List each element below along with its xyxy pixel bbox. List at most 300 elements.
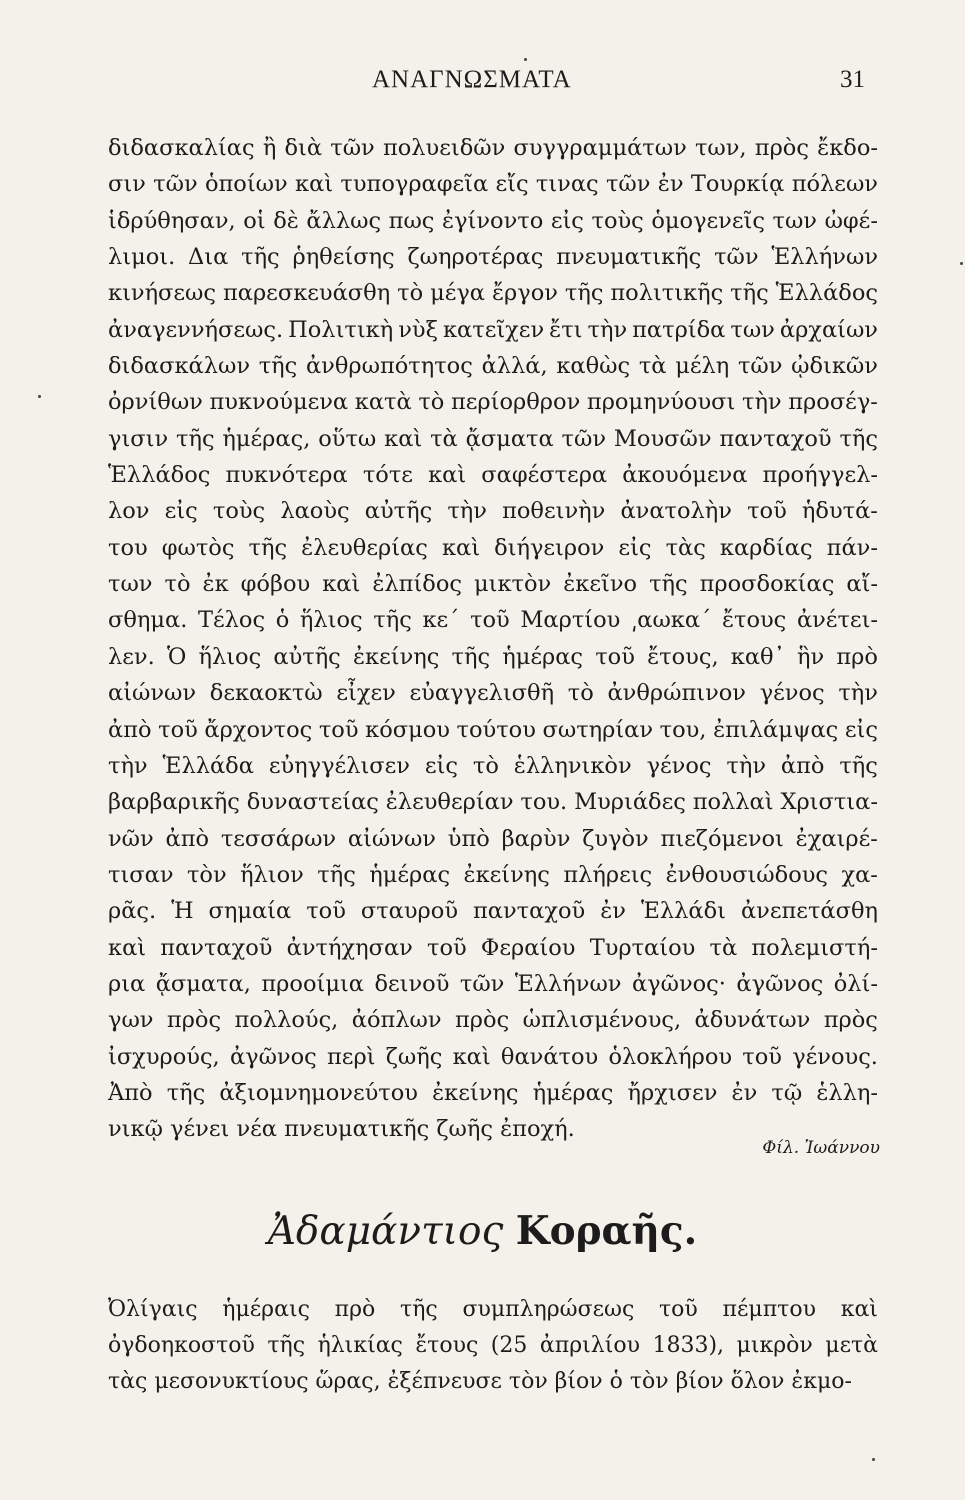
word: ὑπὸ: [447, 825, 490, 852]
word: τότε: [362, 462, 413, 489]
word: ρια: [108, 970, 146, 997]
word: τὰς: [665, 534, 706, 561]
word: τοῦ: [595, 643, 635, 670]
word: πανταχοῦ: [719, 425, 832, 452]
word: ἀπὸ: [780, 752, 825, 779]
word: Φεραίου: [480, 934, 576, 961]
text-line: [108, 493, 878, 529]
word: τῆς: [564, 280, 604, 307]
word: μικτὸν: [474, 571, 552, 598]
word: Ὁ: [166, 643, 187, 670]
text-line: [108, 1328, 878, 1364]
word: ἡλικίας: [317, 1333, 403, 1358]
word: πρὸς: [166, 1007, 222, 1034]
word: τὰ: [430, 425, 458, 452]
word: μικρὸν: [736, 1333, 813, 1358]
word: σωτηρίαν: [542, 716, 654, 743]
word: καὶ: [295, 171, 334, 198]
word: ἐκ: [202, 571, 229, 598]
word: προμηνύουσι: [586, 389, 736, 416]
word: ὠφέ-: [824, 207, 878, 234]
word: ἀνέτει-: [796, 607, 878, 634]
word: ἐν: [657, 171, 684, 198]
paragraph-main: [108, 130, 878, 1148]
word: τῶν: [330, 135, 375, 161]
word: δυναστείας: [246, 789, 379, 816]
word: ἀρχαίων: [779, 316, 878, 343]
word: ἐνθουσιώδους: [665, 861, 829, 888]
word: προσέγ-: [788, 389, 878, 416]
word: θανάτου: [500, 1043, 599, 1070]
word: των,: [694, 135, 747, 161]
text-line: [108, 348, 878, 384]
word: πρὸς: [823, 1007, 878, 1034]
word: δεκαοκτὼ: [209, 680, 323, 707]
word: βαρβαρικῆς: [108, 789, 240, 816]
word: τῆς: [400, 1297, 438, 1322]
word: ὀγδοηκοστοῦ: [108, 1333, 255, 1358]
word: αἰώνων: [347, 825, 436, 852]
word: προσδοκίας: [699, 571, 835, 598]
word: εἰς: [164, 498, 198, 525]
word: Ἑλλάδος: [108, 462, 211, 489]
word: ἀγῶνος: [736, 970, 824, 997]
word: τοῦ: [742, 1043, 782, 1070]
word: Πολιτικὴ: [288, 316, 394, 343]
word: ᾄσματα,: [155, 970, 251, 997]
word: ἐλπίδος: [372, 571, 462, 598]
word: καὶ: [840, 1297, 878, 1322]
word: οἱ: [243, 207, 266, 234]
text-line: [108, 239, 878, 275]
word: τὴν: [587, 316, 628, 343]
word: ἀπὸ: [165, 825, 210, 852]
word: πυκνούμενα: [209, 389, 349, 416]
word: τῆς: [839, 425, 878, 452]
section-title-surname: Κοραῆς.: [515, 1208, 698, 1254]
word: προοίμια: [261, 970, 364, 997]
word: ῥηθείσης: [292, 244, 395, 271]
word: εἰς: [844, 716, 878, 743]
word: γένος: [759, 680, 825, 707]
word: ἄρχοντος: [204, 716, 313, 743]
word: κινήσεως: [108, 280, 217, 307]
word: ὁ: [275, 607, 290, 634]
word: ἀνεπετάσθη: [740, 898, 878, 925]
word: τῶν: [737, 353, 783, 380]
word: ἀπριλίου: [539, 1333, 640, 1358]
word: πολυειδῶν: [382, 135, 506, 161]
word: ἀγῶνος: [229, 1043, 317, 1070]
word: ἣν: [797, 643, 825, 670]
word: τῆς: [317, 861, 356, 888]
word: καὶ: [441, 534, 481, 561]
word: Ἑλλάδα: [162, 752, 254, 779]
word: αὐτῆς: [364, 498, 433, 525]
word: τὰ: [638, 353, 667, 380]
word: ἔτους,: [647, 643, 719, 670]
word: ἔτους: [721, 607, 787, 634]
word: πως: [388, 207, 435, 234]
word: ἀκουόμενα: [622, 462, 748, 489]
text-line: [108, 1364, 878, 1400]
word: πυκνότερα: [225, 462, 348, 489]
text-line: [108, 930, 878, 966]
word: τοῦ: [470, 607, 510, 634]
word: ὀρνίθων: [108, 389, 203, 416]
word: δεινοῦ: [374, 970, 450, 997]
word: ὡπλισμένους,: [522, 1007, 682, 1034]
word: ἐγίνοντο: [442, 207, 544, 234]
word: λον: [108, 498, 150, 525]
word: εὐαγγελισθῆ: [409, 680, 555, 707]
word: τῶν: [459, 970, 505, 997]
word: ἐκεῖνο: [563, 571, 638, 598]
word: πολλαὶ: [692, 789, 774, 816]
page-number: 31: [840, 66, 865, 93]
word: ἐκείνης: [432, 1079, 519, 1106]
word: πέμπτου: [722, 1297, 816, 1322]
word: ἀπὸ: [108, 716, 152, 743]
word: τοῦ: [427, 934, 467, 961]
word: εὐηγγέλισεν: [268, 752, 410, 779]
word: ἀνατολὴν: [620, 498, 732, 525]
word: συγγραμμάτων: [513, 135, 687, 161]
word: τῆς: [451, 643, 491, 670]
word: Τυρταίου: [589, 934, 696, 961]
word: λιμοι.: [108, 244, 176, 271]
word: μέγα: [430, 280, 485, 307]
word: φωτὸς: [161, 534, 235, 561]
word: κατὰ: [354, 389, 412, 416]
word: ἀξιομνημονεύτου: [219, 1079, 418, 1106]
word: πανταχοῦ: [160, 934, 273, 961]
word: προήγγελ-: [762, 462, 878, 489]
word: ὁλοκλήρου: [608, 1043, 733, 1070]
word: πανταχοῦ: [473, 898, 586, 925]
word: ἐν: [600, 898, 626, 925]
word: τὸ: [164, 571, 191, 598]
word: συμπληρώσεως: [462, 1297, 635, 1322]
text-line: [108, 893, 878, 929]
section-title-name: Ἀδαμάντιος: [267, 1209, 504, 1254]
text-line: [108, 166, 878, 202]
word: τὸν: [186, 861, 227, 888]
text-line: [108, 1039, 878, 1075]
word: ἤρχισεν: [627, 1079, 718, 1106]
word: ᾠδικῶν: [791, 353, 878, 380]
text-line: [108, 457, 878, 493]
word: λεν.: [108, 643, 155, 670]
word: ἢ: [262, 135, 277, 161]
word: ἡμέρας: [532, 1079, 614, 1106]
word: Τουρκίᾳ: [690, 171, 785, 198]
word: τῆς: [248, 534, 288, 561]
word: τῶν: [714, 244, 759, 271]
word: τὴν: [447, 498, 487, 525]
word: ποθεινὴν: [502, 498, 606, 525]
word: τούτου: [456, 716, 536, 743]
word: Δια: [188, 244, 229, 271]
word: ἡμέρας,: [222, 425, 311, 452]
word: τινας: [535, 171, 599, 198]
word: ἑλλη-: [816, 1079, 878, 1106]
word: ἄλλως: [306, 207, 382, 234]
word: του.: [520, 789, 568, 816]
word: ὁποίων: [204, 171, 288, 198]
word: καὶ: [322, 571, 361, 598]
word: ζωηροτέρας: [407, 244, 544, 271]
word: χα-: [841, 861, 878, 888]
word: (25: [490, 1333, 528, 1358]
word: του: [108, 534, 148, 561]
word: τοὺς: [591, 207, 644, 234]
text-line: [108, 530, 878, 566]
word: Ἡ: [171, 898, 194, 925]
word: ἀνθρώπινον: [607, 680, 746, 707]
word: σημαία: [208, 898, 292, 925]
word: 1833),: [652, 1333, 725, 1358]
word: μετὰ: [825, 1333, 878, 1358]
word: τὴν: [742, 389, 782, 416]
text-line: [108, 312, 878, 348]
running-head: [0, 66, 965, 102]
word: τῆς: [166, 1079, 206, 1106]
word: τοῦ: [659, 1297, 698, 1322]
word: τὴν: [726, 752, 767, 779]
word: ἀνθρωπότητος: [305, 353, 473, 380]
word: ἔτους: [415, 1333, 479, 1358]
word: καθὼς: [556, 353, 631, 380]
text-line: [108, 384, 878, 420]
text-line: [108, 566, 878, 602]
text-line: [108, 748, 878, 784]
text-line: [108, 275, 878, 311]
word: τοῦ: [747, 498, 787, 525]
word: εἶχεν: [336, 680, 396, 707]
word: τὸ: [397, 280, 424, 307]
word: ἥλιον: [240, 861, 304, 888]
word: ἱδρύθησαν,: [108, 207, 236, 234]
word: πατρίδα: [632, 316, 726, 343]
word: ὁμογενεῖς: [651, 207, 765, 234]
print-speck: [872, 1458, 875, 1461]
author-signature: Φίλ. Ἰωάννου: [762, 1138, 880, 1158]
word: τῆς: [649, 571, 688, 598]
word: τῷ: [771, 1079, 803, 1106]
print-speck: [960, 262, 963, 265]
word: ἔκδο-: [817, 135, 878, 161]
word: καθ᾽: [730, 643, 785, 670]
word: ͵αωκα΄: [630, 607, 712, 634]
word: τοὺς: [212, 498, 266, 525]
word: καρδίας: [719, 534, 813, 561]
word: ἀντήχησαν: [286, 934, 413, 961]
word: ἐλευθερίας: [301, 534, 428, 561]
word: πρὸ: [334, 1297, 376, 1322]
text-line: [108, 1075, 878, 1111]
word: λαοὺς: [280, 498, 350, 525]
word: ἀναγεννήσεως.: [108, 316, 284, 343]
word: κατεῖχεν: [442, 316, 545, 343]
word: Ἑλλάδι: [640, 898, 726, 925]
word: καὶ: [108, 934, 147, 961]
word: διήγειρον: [494, 534, 605, 561]
word: αὐτῆς: [273, 643, 341, 670]
word: αἰώνων: [108, 680, 197, 707]
text-line: [108, 821, 878, 857]
word: Μαρτίου: [520, 607, 621, 634]
word: τῶν: [605, 171, 651, 198]
word: πολεμιστή-: [751, 934, 878, 961]
paragraph-korais: [108, 1292, 878, 1400]
word: γισιν: [108, 425, 169, 452]
word: τῆς: [730, 280, 769, 307]
word: ἡμέρας: [369, 861, 451, 888]
word: τῆς: [839, 752, 878, 779]
word: σιν: [108, 171, 146, 198]
text-line: [108, 966, 878, 1002]
word: διδασκαλίας: [108, 135, 255, 161]
word: διδασκάλων: [108, 353, 251, 380]
word: ἡδυτά-: [801, 498, 878, 525]
text-line-content: νικῷ γένει νέα πνευματικῆς ζωῆς ἐποχή.: [108, 1116, 575, 1143]
text-line: [108, 639, 878, 675]
text-line: [108, 1292, 878, 1328]
word: πνευματικῆς: [556, 244, 702, 271]
word: τὸ: [567, 680, 594, 707]
word: ἥλιος: [299, 607, 363, 634]
word: ἀγῶνος·: [631, 970, 726, 997]
word: Χριστια-: [780, 789, 878, 816]
word: ὀλί-: [833, 970, 878, 997]
text-line: [108, 203, 878, 239]
text-line: [108, 130, 878, 166]
word: Μυριάδες: [574, 789, 686, 816]
word: των: [108, 571, 153, 598]
word: Ἀπὸ: [108, 1079, 153, 1106]
text-line: [108, 712, 878, 748]
word: ἡμέρας: [502, 643, 584, 670]
word: τοῦ: [158, 716, 198, 743]
word: τὰ: [709, 934, 738, 961]
word: ζυγὸν: [582, 825, 649, 852]
print-speck: [38, 395, 41, 398]
word: τῆς: [241, 244, 280, 271]
word: ρᾶς.: [108, 898, 157, 925]
word: τὸ: [472, 752, 499, 779]
word: πλήρεις: [563, 861, 653, 888]
word: Ἑλλάδος: [775, 280, 878, 307]
word: ἥλιος: [198, 643, 262, 670]
word: τοῦ: [306, 898, 346, 925]
word: ἔτι: [549, 316, 583, 343]
word: πόλεων: [791, 171, 878, 198]
word: γένους.: [792, 1043, 878, 1070]
word: τὴν: [838, 680, 878, 707]
word: ἔργον: [491, 280, 558, 307]
word: νὺξ: [398, 316, 438, 343]
word: πιεζόμενοι: [660, 825, 784, 852]
word: πολλούς,: [234, 1007, 339, 1034]
word: πάν-: [826, 534, 878, 561]
text-line: [108, 675, 878, 711]
word: βαρὺν: [501, 825, 571, 852]
word: εἰς: [618, 534, 652, 561]
word: τισαν: [108, 861, 174, 888]
running-title: ΑΝΑΓΝΩΣΜΑΤΑ: [372, 66, 572, 93]
word: Ὀλίγαις: [108, 1297, 198, 1322]
word: Ἑλλήνων: [771, 244, 878, 271]
word: σθημα.: [108, 607, 188, 634]
text-line: [108, 421, 878, 457]
word: τεσσάρων: [220, 825, 337, 852]
word: δὲ: [273, 207, 299, 234]
word: ἡμέραις: [222, 1297, 310, 1322]
word: τῆς: [176, 425, 215, 452]
word: περὶ: [327, 1043, 376, 1070]
word: μέλη: [675, 353, 730, 380]
word: ἐπιλάμψας: [713, 716, 839, 743]
word: περίορθρον: [450, 389, 581, 416]
word: οὕτω: [318, 425, 377, 452]
word: ᾄσματα: [465, 425, 554, 452]
word: καὶ: [428, 462, 467, 489]
word: εἰς: [550, 207, 584, 234]
word: ἀδυνάτων: [694, 1007, 811, 1034]
text-line-content: τὰς μεσονυκτίους ὥρας, ἐξέπνευσε τὸν βίον ὁ τὸν βίον ὅλον ἐκμο-: [108, 1369, 852, 1394]
word: πολιτικῆς: [610, 280, 724, 307]
text-line: [108, 784, 878, 820]
text-line: [108, 602, 878, 638]
word: νῶν: [108, 825, 154, 852]
word: εἰς: [424, 752, 458, 779]
word: ἐχαιρέ-: [795, 825, 878, 852]
word: αἴ-: [846, 571, 878, 598]
word: κόσμου: [365, 716, 450, 743]
word: τῆς: [373, 607, 412, 634]
word: τῶν: [561, 425, 607, 452]
text-line: [108, 1002, 878, 1038]
word: του,: [659, 716, 707, 743]
word: φόβου: [240, 571, 311, 598]
word: τοῦ: [318, 716, 359, 743]
word: Ἑλλήνων: [514, 970, 622, 997]
word: καὶ: [384, 425, 423, 452]
word: γων: [108, 1007, 154, 1034]
word: ἐκείνης: [463, 861, 550, 888]
print-speck: [524, 58, 527, 61]
word: πρὸς: [754, 135, 809, 161]
section-title: [0, 1208, 965, 1254]
word: καὶ: [452, 1043, 491, 1070]
word: παρεσκευάσθη: [222, 280, 391, 307]
word: ἀόπλων: [351, 1007, 442, 1034]
word: τυπογραφεῖα: [340, 171, 489, 198]
word: των: [730, 316, 775, 343]
word: ἰσχυρούς,: [108, 1043, 220, 1070]
word: ἐκείνης: [352, 643, 440, 670]
word: των: [772, 207, 817, 234]
word: τῶν: [153, 171, 198, 198]
word: ἐλευθερίαν: [385, 789, 514, 816]
word: τὸ: [418, 389, 445, 416]
word: ζωῆς: [385, 1043, 443, 1070]
word: τῆς: [258, 353, 298, 380]
word: διὰ: [284, 135, 323, 161]
word: τὴν: [108, 752, 148, 779]
word: ἀλλά,: [481, 353, 548, 380]
